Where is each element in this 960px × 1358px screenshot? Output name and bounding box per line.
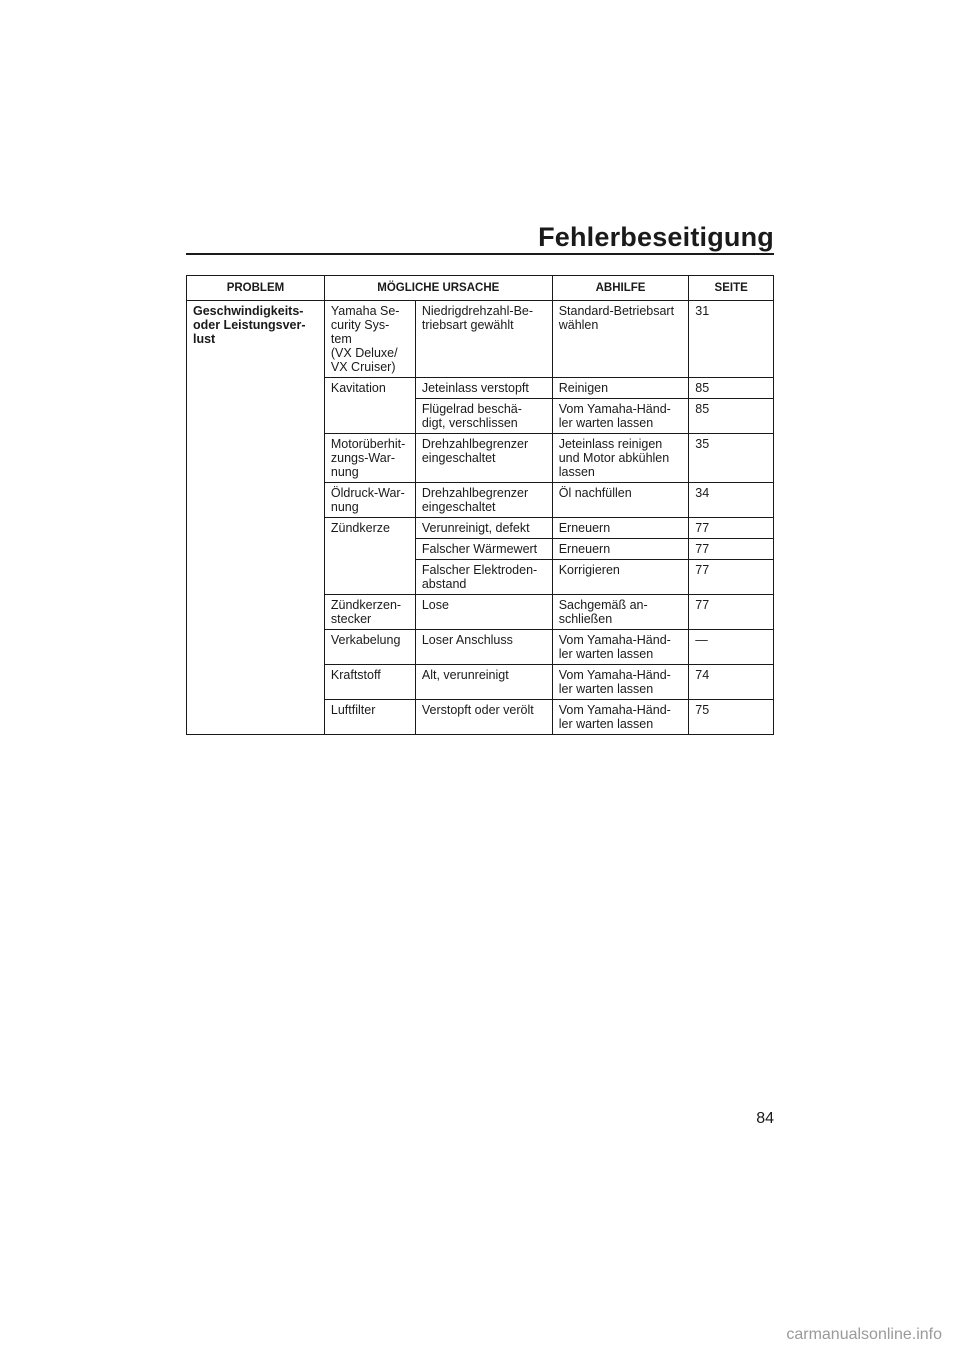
remedy-cell: Korrigieren <box>552 560 689 595</box>
title-divider <box>186 253 774 255</box>
cause-cell: Yamaha Se- curity Sys- tem (VX Deluxe/ VX Cruiser) <box>324 301 415 378</box>
column-header-problem: PROBLEM <box>187 276 325 301</box>
cause-cell: Zündkerzen- stecker <box>324 595 415 630</box>
page-cell: 31 <box>689 301 774 378</box>
page-cell: 77 <box>689 595 774 630</box>
page-number: 84 <box>756 1110 774 1127</box>
cause-detail-cell: Falscher Elektroden- abstand <box>415 560 552 595</box>
column-header-remedy: ABHILFE <box>552 276 689 301</box>
page-cell: 34 <box>689 483 774 518</box>
remedy-cell: Standard-Betriebsart wählen <box>552 301 689 378</box>
remedy-cell: Erneuern <box>552 539 689 560</box>
cause-detail-cell: Verstopft oder verölt <box>415 700 552 735</box>
table-row <box>187 301 774 378</box>
cause-detail-cell: Alt, verunreinigt <box>415 665 552 700</box>
page-cell: 77 <box>689 560 774 595</box>
remedy-cell: Vom Yamaha-Händ- ler warten lassen <box>552 399 689 434</box>
cause-detail-cell: Niedrigdrehzahl-Be- triebsart gewählt <box>415 301 552 378</box>
cause-detail-cell: Lose <box>415 595 552 630</box>
page-cell: 75 <box>689 700 774 735</box>
problem-cell: Geschwindigkeits- oder Leistungsver- lust <box>187 301 325 735</box>
cause-cell: Verkabelung <box>324 630 415 665</box>
cause-cell: Motorüberhit- zungs-War- nung <box>324 434 415 483</box>
column-header-page: SEITE <box>689 276 774 301</box>
page-cell: 85 <box>689 378 774 399</box>
page-cell: 74 <box>689 665 774 700</box>
cause-detail-cell: Loser Anschluss <box>415 630 552 665</box>
cause-detail-cell: Flügelrad beschä- digt, verschlissen <box>415 399 552 434</box>
column-header-cause: MÖGLICHE URSACHE <box>324 276 552 301</box>
cause-cell: Öldruck-War- nung <box>324 483 415 518</box>
remedy-cell: Öl nachfüllen <box>552 483 689 518</box>
cause-cell: Kavitation <box>324 378 415 434</box>
remedy-cell: Vom Yamaha-Händ- ler warten lassen <box>552 665 689 700</box>
page-cell: 85 <box>689 399 774 434</box>
table-header-row <box>187 276 774 301</box>
cause-detail-cell: Verunreinigt, defekt <box>415 518 552 539</box>
remedy-cell: Sachgemäß an- schließen <box>552 595 689 630</box>
watermark: carmanualsonline.info <box>786 1326 942 1343</box>
cause-detail-cell: Drehzahlbegrenzer eingeschaltet <box>415 434 552 483</box>
cause-cell: Zündkerze <box>324 518 415 595</box>
remedy-cell: Erneuern <box>552 518 689 539</box>
cause-detail-cell: Falscher Wärmewert <box>415 539 552 560</box>
cause-detail-cell: Drehzahlbegrenzer eingeschaltet <box>415 483 552 518</box>
remedy-cell: Jeteinlass reinigen und Motor abkühlen lassen <box>552 434 689 483</box>
remedy-cell: Vom Yamaha-Händ- ler warten lassen <box>552 630 689 665</box>
remedy-cell: Reinigen <box>552 378 689 399</box>
cause-cell: Kraftstoff <box>324 665 415 700</box>
cause-cell: Luftfilter <box>324 700 415 735</box>
page-cell: 77 <box>689 518 774 539</box>
page-cell: 77 <box>689 539 774 560</box>
page-cell: — <box>689 630 774 665</box>
cause-detail-cell: Jeteinlass verstopft <box>415 378 552 399</box>
table-body <box>187 301 774 735</box>
troubleshooting-table <box>186 275 774 735</box>
page-cell: 35 <box>689 434 774 483</box>
page-title: Fehlerbeseitigung <box>538 222 774 252</box>
remedy-cell: Vom Yamaha-Händ- ler warten lassen <box>552 700 689 735</box>
